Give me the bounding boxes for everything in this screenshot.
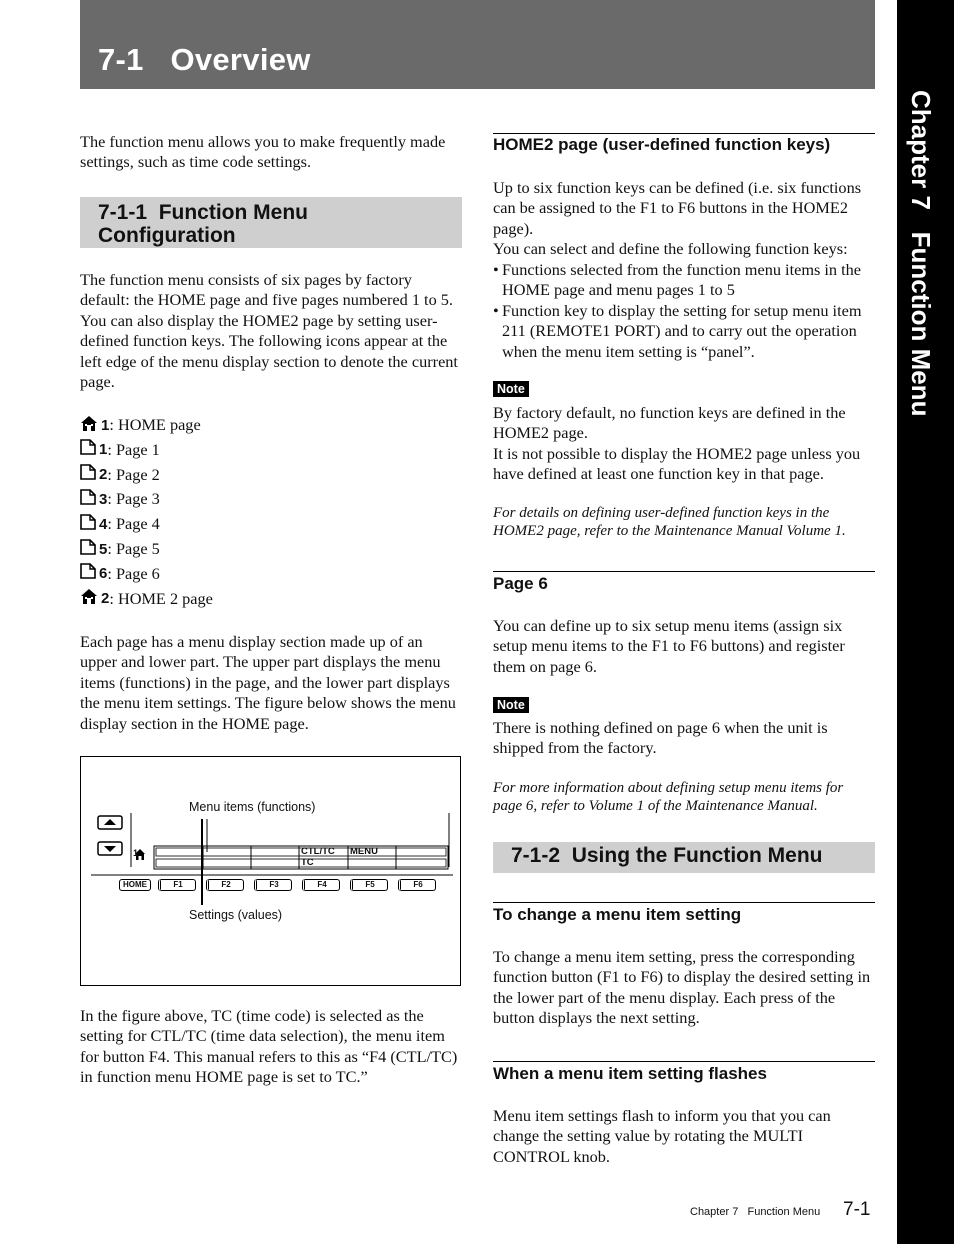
title-bar: [80, 0, 875, 89]
home2-bullet-1: • Functions selected from the function menu items in the HOME page and menu pages 1 to 5: [493, 260, 863, 301]
figure-button-f6: F6: [398, 879, 436, 891]
home2-reference: For details on defining user-defined function keys in the HOME2 page, refer to the Maintenance Manual Volume 1.: [493, 505, 846, 539]
section-heading-7-1-2: [493, 842, 875, 873]
change-paragraph: To change a menu item setting, press the corresponding function button (F1 to F6) to display the desired setting in the lower part of the menu display. Each press of the button displays the next setting.: [493, 947, 871, 1028]
page-icon-row: [80, 563, 160, 585]
figure-button-f1: F1: [158, 879, 196, 891]
page-icon-number: 1: [101, 416, 110, 434]
page-icon-row: [80, 513, 160, 535]
figure-cell-ctltc: CTL/TC: [301, 846, 335, 857]
page-icon-label: : Page 5: [107, 539, 160, 558]
chapter-side-tab: [897, 0, 954, 1244]
page-icon-row: [80, 588, 213, 610]
home-icon: [80, 588, 101, 609]
figure-cell-menu: MENU: [350, 846, 378, 857]
figure-button-home: HOME: [119, 879, 151, 891]
home-icon: [80, 415, 101, 436]
page6-note: There is nothing defined on page 6 when the unit is shipped from the factory.: [493, 718, 828, 758]
section-heading-text: 7-1-1 Function Menu Configuration: [98, 201, 314, 247]
page-icon-row: [80, 414, 201, 436]
heading-flash: When a menu item setting flashes: [493, 1064, 767, 1083]
after-figure-paragraph: In the figure above, TC (time code) is selected as the setting for CTL/TC (time data selection), the menu item for button F4. This manual refers to this as “F4 (CTL/TC) in function menu HOME page is set to TC.”: [80, 1006, 458, 1087]
rule-page6: [493, 571, 875, 572]
page-icon: [80, 563, 99, 584]
page-title: 7-1 Overview: [98, 42, 311, 77]
note-badge-page6: Note: [493, 697, 529, 713]
footer-page-number: 7-1: [843, 1199, 871, 1220]
note-badge-home2: Note: [493, 381, 529, 397]
figure-page-number: 1: [133, 848, 139, 858]
heading-change-setting: To change a menu item setting: [493, 905, 742, 924]
config-paragraph: The function menu consists of six pages by factory default: the HOME page and five pages numbered 1 to 5. You can also display the HOME2 page by setting user-defined function keys. The following icons appear at the left edge of the menu display section to denote the current page.: [80, 270, 458, 392]
page-icon-label: : Page 1: [107, 439, 160, 459]
page-icon: [80, 514, 99, 535]
page-icon-number: 3: [99, 490, 108, 508]
page-icon: [80, 464, 99, 485]
figure-label-menu-items: Menu items (functions): [189, 800, 316, 814]
figure-cell-tc: TC: [301, 857, 314, 868]
rule-change: [493, 902, 875, 903]
heading-page6: Page 6: [493, 574, 548, 593]
home2-paragraph-2: You can select and define the following function keys:: [493, 239, 848, 258]
flash-paragraph: Menu item settings flash to inform you that you can change the setting value by rotating the MULTI CONTROL knob.: [493, 1106, 831, 1166]
heading-home2: HOME2 page (user-defined function keys): [493, 135, 831, 154]
menu-display-figure: [80, 756, 461, 986]
page-icon-label: : HOME page: [109, 415, 201, 434]
home2-paragraph-1: Up to six function keys can be defined (i.e. six functions can be assigned to the F1 to F6 buttons in the HOME2 page).: [493, 178, 862, 238]
home2-bullet-2: • Function key to display the setting for setup menu item 211 (REMOTE1 PORT) and to carry out the operation when the menu item setting is “panel”.: [493, 301, 863, 362]
page-icon-row: [80, 439, 160, 461]
menu-display-drawing: [81, 757, 462, 987]
page-icon-label: : Page 2: [107, 464, 160, 484]
page-icon: [80, 539, 99, 560]
intro-paragraph: The function menu allows you to make frequently made settings, such as time code settings.: [80, 132, 446, 172]
section-heading-7-1-1: [80, 197, 462, 248]
figure-label-settings: Settings (values): [189, 908, 283, 922]
rule-home2: [493, 133, 875, 134]
home2-bullet-list: [493, 260, 863, 362]
page-icon-label: : HOME 2 page: [109, 588, 213, 608]
page-icon-number: 6: [99, 565, 108, 583]
figure-button-f3: F3: [254, 879, 292, 891]
section-heading-text-2: 7-1-2 Using the Function Menu: [511, 844, 823, 867]
figure-button-f2: F2: [206, 879, 244, 891]
page6-reference: For more information about defining setup menu items for page 6, refer to Volume 1 of the Maintenance Manual.: [493, 780, 844, 814]
page-icon-number: 5: [99, 540, 108, 558]
display-paragraph: Each page has a menu display section made up of an upper and lower part. The upper part displays the menu items (functions) in the page, and the lower part displays the menu item settings. The figure below shows the menu display section in the HOME page.: [80, 632, 456, 733]
home2-note-1: By factory default, no function keys are defined in the HOME2 page.: [493, 403, 846, 443]
page-icon: [80, 489, 99, 510]
home2-note-2: It is not possible to display the HOME2 page unless you have defined at least one function key in that page.: [493, 444, 861, 484]
rule-flash: [493, 1061, 875, 1062]
page-icon: [80, 439, 99, 460]
figure-button-f5: F5: [350, 879, 388, 891]
page6-paragraph: You can define up to six setup menu items (assign six setup menu items to the F1 to F6 buttons) and register them on page 6.: [493, 616, 845, 676]
page-icon-number: 2: [101, 590, 110, 608]
page-icon-number: 1: [99, 441, 108, 459]
figure-button-f4: F4: [302, 879, 340, 891]
page-icon-row: [80, 464, 160, 486]
footer-chapter: Chapter 7 Function Menu: [690, 1206, 821, 1218]
page-icon-number: 2: [99, 466, 108, 484]
page-icon-row: [80, 488, 160, 510]
page-icon-label: : Page 6: [107, 563, 160, 583]
chapter-tab-label: Chapter 7 Function Menu: [906, 90, 936, 417]
page-icon-row: [80, 538, 160, 560]
page-icon-number: 4: [99, 515, 108, 533]
page-icon-label: : Page 3: [107, 489, 160, 509]
page-icon-label: : Page 4: [107, 514, 160, 534]
